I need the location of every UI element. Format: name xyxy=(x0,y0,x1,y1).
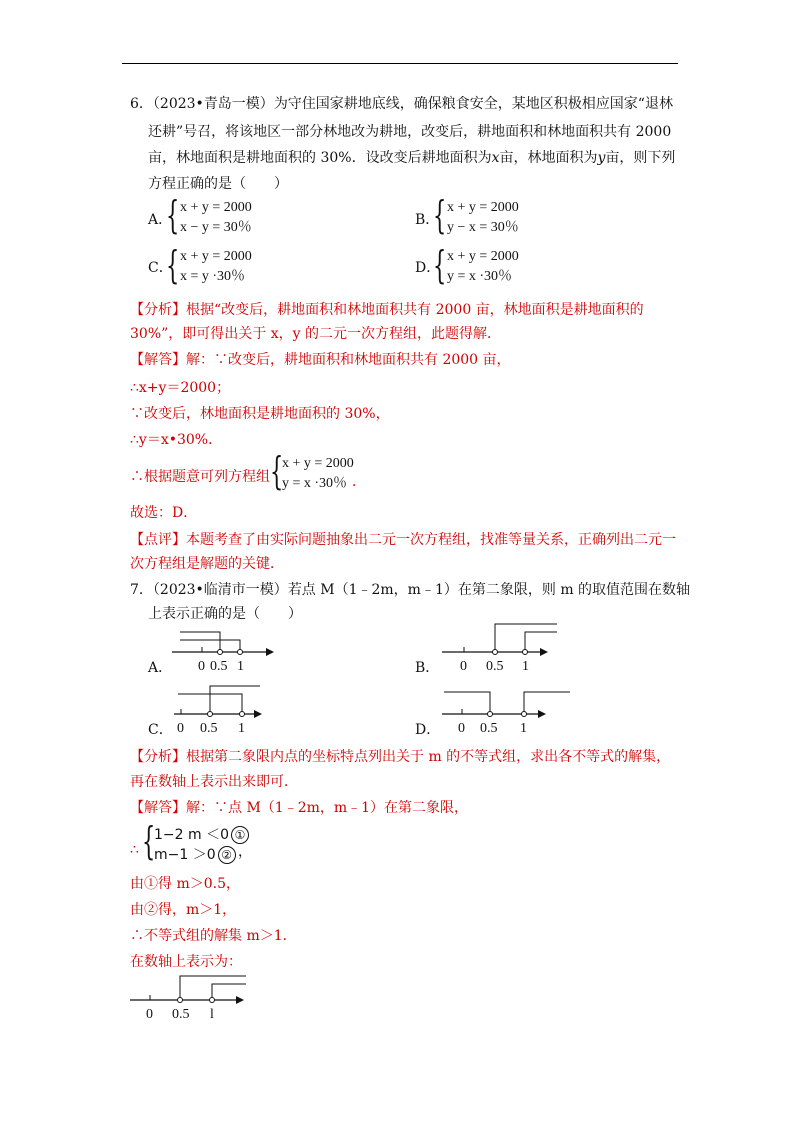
q6-option-c-eq1: x + y = 2000 xyxy=(180,249,252,264)
q6-option-d-label[interactable]: D． xyxy=(415,260,441,276)
q7-option-c-numberline xyxy=(172,684,302,736)
q7-analysis-line-1: 【分析】根据第二象限内点的坐标特点列出关于 m 的不等式组，求出各不等式的解集， xyxy=(130,749,671,765)
q6-analysis-line-1: 【分析】根据“改变后，耕地面积和林地面积共有 2000 亩，林地面积是耕地面积的 xyxy=(130,302,644,318)
q6-solution-line-3: ∵改变后，林地面积是耕地面积的 30%， xyxy=(130,406,390,422)
tick-0-5: 0.5 xyxy=(200,721,218,736)
q7-option-a-numberline xyxy=(170,630,290,674)
q6-solution-line-5: ∴根据题意可列方程组 xyxy=(130,469,270,485)
tick-0: 0 xyxy=(177,721,184,736)
q6-option-d-eq1: x + y = 2000 xyxy=(447,249,519,264)
q6-solution-line-2: ∴x+y＝2000； xyxy=(130,380,231,396)
q7-option-d-label[interactable]: D． xyxy=(415,722,441,738)
q6-option-a-label[interactable]: A． xyxy=(148,212,173,228)
q6-option-a-eq2: x − y = 30％ xyxy=(180,220,252,235)
q7-option-c-label[interactable]: C． xyxy=(148,722,173,738)
q6-stem-line-2: 还耕”号召，将该地区一部分林地改为耕地，改变后，耕地面积和林地面积共有 2000 xyxy=(148,124,672,140)
q7-analysis-tag: 【分析】 xyxy=(130,749,186,765)
q7-system-brace: { xyxy=(142,819,156,863)
q6-solution-end: ． xyxy=(352,474,366,490)
q6-comment-tag: 【点评】 xyxy=(130,532,186,548)
q6-option-b-brace: { xyxy=(433,193,447,237)
tick-1: 1 xyxy=(238,721,245,736)
tick-1: l xyxy=(210,1007,214,1022)
q6-option-d-brace: { xyxy=(433,243,447,287)
q6-option-a-brace: { xyxy=(166,193,180,237)
q7-number: 7． xyxy=(130,582,153,598)
q7-solution-line-3: 由②得，m＞1， xyxy=(130,902,237,918)
q7-option-b-numberline xyxy=(440,622,570,674)
tick-0-5: 0.5 xyxy=(210,659,228,674)
tick-1: 1 xyxy=(520,721,527,736)
q6-comment-line-2: 次方程组是解题的关键． xyxy=(130,556,284,572)
q6-option-c-label[interactable]: C． xyxy=(148,260,173,276)
q6-option-b-eq2: y − x = 30％ xyxy=(447,220,519,235)
q7-source: （2023•临清市一模） xyxy=(152,582,288,598)
q6-answer: 故选：D． xyxy=(130,505,198,521)
q6-solution-tag: 【解答】 xyxy=(130,352,186,368)
tick-0-5: 0.5 xyxy=(480,721,498,736)
q7-final-numberline xyxy=(128,974,268,1024)
q7-analysis-line-2: 再在数轴上表示出来即可． xyxy=(130,774,298,790)
tick-0-5: 0.5 xyxy=(486,659,504,674)
tick-0-5: 0.5 xyxy=(172,1007,190,1022)
q7-system-comma: ， xyxy=(238,844,252,860)
q7-solution-tag: 【解答】 xyxy=(130,800,186,816)
q6-analysis-tag: 【分析】 xyxy=(130,302,186,318)
q6-number: 6． xyxy=(130,96,153,112)
tick-0: 0 xyxy=(460,659,467,674)
q6-option-d-eq2: y = x ·30％ xyxy=(447,269,513,284)
q6-stem-line-1: 6．（2023•青岛一模）为守住国家耕地底线，确保粮食安全，某地区积极相应国家“退林 xyxy=(130,96,673,112)
q7-solution-line-5: 在数轴上表示为： xyxy=(130,954,242,970)
q7-inequality-1: 1−2 m ＜0 ① xyxy=(154,826,249,844)
q6-solution-eq1: x + y = 2000 xyxy=(282,456,354,471)
q7-solution-line-2: 由①得 m＞0.5， xyxy=(130,876,240,892)
q6-comment-line-1: 【点评】本题考查了由实际问题抽象出二元一次方程组，找准等量关系，正确列出二元一 xyxy=(130,532,676,548)
q6-solution-line-1: 【解答】解：∵改变后，耕地面积和林地面积共有 2000 亩， xyxy=(130,352,511,368)
q7-option-a-label[interactable]: A． xyxy=(148,660,173,676)
q7-stem-line-2: 上表示正确的是（ ） xyxy=(148,606,302,622)
q6-solution-brace: { xyxy=(270,449,284,493)
q6-option-a-eq1: x + y = 2000 xyxy=(180,200,252,215)
tick-1: 1 xyxy=(522,659,529,674)
q6-option-b-label[interactable]: B． xyxy=(415,212,440,228)
q6-option-c-eq2: x = y ·30％ xyxy=(180,269,246,284)
q7-solution-line-1: 【解答】解：∵点 M（1﹣2m，m﹣1）在第二象限， xyxy=(130,800,469,816)
tick-0: 0 xyxy=(146,1007,153,1022)
header-rule xyxy=(122,63,678,64)
q6-option-b-eq1: x + y = 2000 xyxy=(447,200,519,215)
q6-source: （2023•青岛一模） xyxy=(152,96,274,112)
q6-solution-line-4: ∴y＝x•30%． xyxy=(130,432,223,448)
q7-option-b-label[interactable]: B． xyxy=(415,660,440,676)
q7-option-d-numberline xyxy=(440,684,580,736)
q6-option-c-brace: { xyxy=(166,243,180,287)
q7-therefore: ∴ xyxy=(130,842,139,858)
tick-0: 0 xyxy=(198,659,205,674)
tick-1: 1 xyxy=(237,659,244,674)
q7-stem-line-1: 7．（2023•临清市一模）若点 M（1﹣2m，m﹣1）在第二象限，则 m 的取值范围在数轴 xyxy=(130,582,691,598)
q7-solution-line-4: ∴不等式组的解集 m＞1． xyxy=(130,928,297,944)
q6-stem-line-4: 方程正确的是（ ） xyxy=(148,176,288,192)
q7-inequality-2: m−1 ＞0 ② xyxy=(154,846,236,864)
tick-0: 0 xyxy=(458,721,465,736)
q6-analysis-line-2: 30%”，即可得出关于 x，y 的二元一次方程组，此题得解． xyxy=(130,326,501,342)
q6-solution-eq2: y = x ·30％ xyxy=(282,476,348,491)
q6-stem-line-3: 亩，林地面积是耕地面积的 30%．设改变后耕地面积为x亩，林地面积为y亩，则下列 xyxy=(148,150,676,166)
